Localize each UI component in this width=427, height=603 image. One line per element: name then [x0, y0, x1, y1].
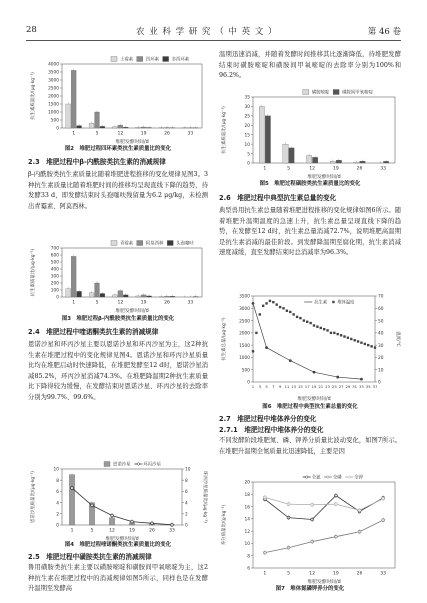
bar-青霉素 [136, 296, 141, 297]
bar-磺胺嘧啶 [306, 155, 311, 163]
legend-label: 全磷 [332, 475, 342, 481]
y-tick-label: 3500 [48, 70, 59, 76]
data-point [292, 313, 294, 315]
data-point [265, 302, 267, 304]
y2-tick-label: 30 [378, 343, 384, 349]
plot-frame [62, 64, 202, 128]
section-2-6-heading: 2.6 堆肥过程中典型抗生素总量的变化 [219, 194, 337, 202]
plot-frame [253, 97, 395, 163]
y-tick-label: 500 [50, 118, 59, 124]
y-tick-label: 25 [244, 114, 250, 120]
x-tick-label: 5 [95, 300, 99, 306]
legend-marker-swatch [306, 476, 308, 478]
data-point [279, 306, 281, 308]
x-tick-label: 7 [272, 384, 275, 389]
x-tick-label: 33 [380, 571, 387, 577]
bar-土霉素 [89, 123, 94, 128]
plot-frame [253, 296, 375, 382]
y-tick-label: 3500 [239, 294, 250, 300]
x-tick-label: 33 [187, 131, 194, 137]
y-tick-label: 100 [50, 288, 59, 294]
plot-frame [62, 248, 202, 297]
figure-2-chart [28, 52, 208, 145]
x-axis-label: 堆肥发酵时间/d [115, 309, 149, 314]
legend-swatch [163, 57, 169, 62]
y-tick-label: 15 [244, 133, 250, 139]
x-tick-label: 1 [72, 131, 76, 137]
y2-tick-label: 10 [185, 467, 191, 473]
figure-5-caption: 图5 堆肥过程磺胺类抗生素质量比的变化 [259, 181, 361, 187]
section-2-5-text: 鲁用磺胺类抗生素主要以磺胺嘧啶和磺胺间甲氧嘧啶为主，这2种抗生素在堆肥过程中的消减规律如图5所示，同样也是在发酵升温期至发酵高 [28, 564, 208, 592]
x-tick-label: 5 [90, 528, 94, 534]
data-point [276, 303, 278, 305]
legend-marker-swatch [327, 476, 329, 478]
data-point [360, 341, 362, 343]
data-point [262, 305, 264, 307]
y-tick-label: 0 [247, 380, 250, 386]
y2-tick-label: 4 [185, 501, 188, 507]
bar-土霉素 [112, 127, 117, 128]
bar-阿莫西林 [118, 291, 123, 297]
figure-3-chart [28, 236, 208, 314]
data-point [265, 346, 268, 349]
data-point [272, 301, 274, 303]
x-tick-label: 19 [140, 300, 147, 306]
plot-frame [62, 469, 182, 525]
page-number: 28 [26, 25, 37, 35]
y-tick-label: 6 [247, 566, 250, 572]
bar-多西环素 [123, 127, 128, 128]
section-2-3-text: β-内酰胺类抗生素质量比随着堆肥进程推移的变化规律见图3。3种抗生素质量比随着堆肥时间的推移均呈现直线下降的趋势，待发酵33 d，即发酵结束时头孢噻呋残留量为6.2 μg/kg，未检测出青霉素、阿莫西林。 [28, 171, 208, 210]
data-point [360, 378, 363, 381]
data-point [306, 321, 308, 323]
figure-3-caption: 图3 堆肥过程β-内酰胺类抗生素质量比的变化 [61, 316, 175, 322]
bar-磺胺间甲氧嘧啶 [383, 161, 388, 163]
data-point [323, 328, 325, 330]
y-tick-label: 6 [56, 490, 59, 496]
x-tick-label: 33 [169, 528, 175, 534]
data-point [282, 307, 284, 309]
legend-label: 全钾 [354, 475, 363, 481]
y-tick-label: 10 [244, 142, 250, 148]
series-line-环丙沙星 [72, 488, 172, 525]
y-tick-label: 10 [53, 467, 59, 473]
y2-tick-label: 2 [185, 512, 188, 518]
bar-磺胺间甲氧嘧啶 [265, 116, 270, 163]
y-tick-label: 0 [247, 161, 250, 167]
x-tick-label: 19 [332, 571, 339, 577]
legend-label: 恩诺沙星 [113, 462, 131, 468]
legend-swatch [137, 241, 143, 246]
legend-marker-swatch [332, 301, 334, 303]
y-tick-label: 2000 [48, 94, 59, 100]
data-point [370, 345, 372, 347]
y2-axis-label: 环丙沙星质量比/(μg·kg⁻¹) [202, 470, 207, 524]
x-tick-label: 1 [263, 571, 267, 577]
legend-swatch [303, 90, 309, 95]
x-tick-label: 12 [117, 300, 124, 306]
x-tick-label: 1 [72, 300, 76, 306]
x-tick-label: 12 [309, 166, 316, 172]
y-axis-label: 恩诺沙星质量比/(μg·kg⁻¹) [31, 470, 36, 524]
x-tick-label: 19 [140, 131, 147, 137]
y-tick-label: 20 [244, 480, 250, 486]
x-tick-label: 33 [380, 166, 387, 172]
y-tick-label: 300 [50, 274, 59, 280]
series-line-全磷 [265, 520, 383, 553]
y2-tick-label: 60 [378, 306, 384, 312]
legend-label: 多西环素 [171, 57, 190, 63]
bar-青霉素 [66, 289, 71, 297]
data-point [357, 340, 359, 342]
bar-四环素 [141, 127, 146, 128]
y-tick-label: 500 [241, 368, 250, 374]
x-tick-label: 33 [359, 384, 364, 389]
data-point [313, 324, 315, 326]
x-tick-label: 15 [298, 384, 303, 389]
legend-swatch [111, 241, 117, 246]
x-tick-label: 5 [265, 384, 268, 389]
legend-swatch [111, 57, 117, 62]
legend-label: 全氮 [311, 475, 321, 481]
data-point [252, 350, 254, 352]
y-tick-label: 2000 [239, 331, 250, 337]
x-tick-label: 1 [263, 166, 267, 172]
section-2-7-1-heading: 2.7.1 堆肥过程中堆体养分的变化 [219, 426, 324, 434]
bar-头孢噻呋 [123, 295, 128, 297]
bar-阿莫西林 [141, 295, 146, 297]
bar-四环素 [71, 70, 76, 128]
x-tick-label: 19 [311, 384, 317, 389]
figure-6-chart [219, 292, 401, 402]
y-tick-label: 200 [50, 281, 59, 287]
running-header [26, 25, 401, 39]
data-point [252, 302, 255, 305]
x-axis-label: 堆肥发酵时间/d [307, 580, 341, 585]
y2-axis-label: 温度/℃ [395, 331, 400, 347]
x-tick-label: 17 [304, 384, 310, 389]
y-tick-label: 2500 [48, 86, 59, 92]
legend-marker-swatch [137, 463, 139, 465]
data-point [309, 322, 311, 324]
x-tick-label: 11 [284, 384, 290, 389]
x-tick-label: 9 [278, 384, 282, 389]
x-tick-label: 3 [258, 384, 261, 389]
section-2-5-heading: 2.5 堆肥过程中磺胺类抗生素的消减规律 [28, 553, 152, 561]
y2-tick-label: 0 [378, 380, 381, 386]
legend-label: 四环素 [145, 57, 159, 63]
legend-label: 头孢噻呋 [176, 241, 194, 247]
y-tick-label: 30 [244, 105, 250, 111]
bar-头孢噻呋 [147, 296, 152, 297]
y-tick-label: 500 [50, 260, 59, 266]
x-tick-label: 37 [372, 384, 378, 389]
y-tick-label: 3000 [239, 306, 250, 312]
bar-磺胺间甲氧嘧啶 [312, 157, 317, 163]
x-tick-label: 5 [287, 571, 290, 577]
x-tick-label: 26 [164, 300, 170, 306]
section-2-7-1-text: 不同发酵阶段堆肥氮、磷、钾养分质量比波动变化，如图7所示。在堆肥升温期全氮质量比迅速降低，主要是因 [219, 437, 401, 455]
data-point [313, 371, 316, 374]
x-tick-label: 23 [325, 384, 330, 389]
y-tick-label: 3000 [48, 78, 59, 84]
bar-磺胺嘧啶 [330, 161, 335, 163]
y-tick-label: 2500 [239, 319, 250, 325]
x-tick-label: 29 [345, 384, 351, 389]
y-tick-label: 1500 [239, 343, 250, 349]
data-point [337, 333, 339, 335]
legend-label: 环丙沙星 [143, 462, 161, 468]
legend-label: 磺胺嘧啶 [311, 90, 330, 96]
bar-磺胺嘧啶 [283, 144, 288, 163]
x-tick-label: 26 [356, 166, 363, 172]
x-tick-label: 19 [332, 166, 339, 172]
x-tick-label: 12 [109, 528, 115, 534]
y2-tick-label: 70 [378, 294, 384, 300]
data-point [367, 344, 369, 346]
bar-土霉素 [66, 104, 71, 128]
figure-7-caption: 图7 堆体氮磷钾养分的变化 [275, 586, 345, 592]
y-tick-label: 4 [56, 501, 59, 507]
y-tick-label: 0 [56, 295, 59, 301]
x-axis-label: 堆肥发酵时间/d [297, 397, 331, 402]
bar-恩诺沙星 [109, 518, 114, 525]
x-axis-label: 堆肥发酵时间/d [115, 140, 149, 145]
x-tick-label: 27 [338, 384, 344, 389]
y2-tick-label: 6 [185, 490, 188, 496]
data-point [350, 338, 352, 340]
data-point [289, 311, 291, 313]
bar-四环素 [118, 125, 123, 128]
x-tick-label: 35 [365, 384, 371, 389]
bar-阿莫西林 [95, 283, 100, 297]
x-axis-label: 堆肥发酵时间/d [105, 537, 139, 542]
data-point [330, 332, 332, 334]
header-rule [26, 40, 401, 41]
bar-土霉素 [136, 127, 141, 128]
bar-头孢噻呋 [170, 296, 175, 297]
x-tick-label: 13 [291, 384, 297, 389]
data-point [333, 332, 335, 334]
y2-tick-label: 10 [378, 368, 384, 374]
x-tick-label: 12 [117, 131, 124, 137]
x-tick-label: 26 [164, 131, 170, 137]
legend-label: 土霉素 [120, 57, 134, 63]
data-point [336, 376, 339, 379]
series-line-抗生素 [253, 303, 361, 379]
y2-tick-label: 20 [378, 356, 384, 362]
data-point [289, 359, 292, 362]
x-tick-label: 1 [251, 384, 255, 389]
section-2-5-continued-text: 温期迅速消减，并随着发酵时间推移其比逐渐降低，待堆肥发酵结束时磺胺嘧啶和磺胺间甲氧嘧啶的去除率分别为100%和96.2%。 [219, 51, 401, 79]
x-tick-label: 26 [149, 528, 155, 534]
y-tick-label: 600 [50, 253, 59, 259]
y-tick-label: 8 [56, 478, 59, 484]
figure-7-chart [219, 470, 401, 585]
journal-title: 农 业 科 学 研 究 （ 中 英 文 ） [136, 27, 278, 37]
bar-磺胺间甲氧嘧啶 [289, 148, 294, 163]
y-axis-label: 养分质量比/(g·kg⁻¹) [222, 504, 227, 546]
y-tick-label: 16 [244, 505, 250, 511]
data-point [259, 313, 261, 315]
y-tick-label: 12 [244, 529, 250, 535]
bar-四环素 [95, 112, 100, 128]
bar-磺胺嘧啶 [354, 162, 359, 163]
x-tick-label: 31 [352, 384, 358, 389]
bar-恩诺沙星 [69, 475, 74, 525]
y2-tick-label: 0 [185, 523, 188, 529]
bar-磺胺嘧啶 [259, 106, 264, 163]
y-tick-label: 18 [244, 492, 250, 498]
data-point [296, 316, 298, 318]
y-tick-label: 8 [247, 554, 250, 560]
y-axis-label: 抗生素总量/(μg·kg⁻¹) [222, 317, 227, 361]
data-point [255, 332, 257, 334]
data-point [316, 326, 318, 328]
bar-多西环素 [100, 126, 105, 128]
legend-label: 阿莫西林 [145, 241, 164, 247]
data-point [299, 317, 301, 319]
y2-tick-label: 8 [185, 478, 188, 484]
bar-磺胺间甲氧嘧啶 [336, 160, 341, 163]
y-tick-label: 20 [244, 123, 250, 129]
y-tick-label: 0 [56, 126, 59, 132]
x-tick-label: 26 [356, 571, 363, 577]
figure-6-caption: 图6 堆肥过程中典型抗生素总量的变化 [262, 404, 358, 410]
x-tick-label: 12 [309, 571, 316, 577]
data-point [364, 343, 366, 345]
y-tick-label: 10 [244, 542, 250, 548]
legend-swatch [333, 90, 339, 95]
y-tick-label: 700 [50, 246, 59, 252]
data-point [326, 329, 328, 331]
x-tick-label: 5 [287, 166, 290, 172]
bar-青霉素 [89, 293, 94, 297]
section-2-7-heading: 2.7 堆肥过程中堆体养分的变化 [219, 415, 317, 423]
x-tick-label: 1 [70, 528, 74, 534]
legend-swatch [167, 241, 173, 246]
figure-5-chart [219, 85, 401, 180]
y2-tick-label: 50 [378, 319, 384, 325]
y-tick-label: 400 [50, 267, 59, 273]
section-2-6-text: 典型兽用抗生素总量随着堆肥进程推移的变化规律如图6所示。随着堆肥升温期温度的急速上升，抗生素总量呈现直线下降的趋势，在发酵至12 d时，抗生素总量消减72.7%，说明堆肥高温期是抗生素消减的最佳阶段。到发酵降温期至腐化期，抗生素消减速度减缓，直至发酵结束时总消减率为96.3%。 [219, 207, 401, 256]
y-tick-label: 0 [56, 523, 59, 529]
x-axis-label: 堆肥发酵时间/d [307, 175, 341, 180]
figure-4-caption: 图4 堆肥过程喹诺酮类抗生素质量比的变化 [64, 542, 172, 548]
figure-2-caption: 图2 堆肥过程四环素类抗生素质量比的变化 [64, 146, 172, 152]
data-point [347, 337, 349, 339]
section-2-4-heading: 2.4 堆肥过程中喹诺酮类抗生素的消减规律 [28, 328, 159, 336]
y-tick-label: 4000 [48, 62, 59, 68]
section-2-3-heading: 2.3 堆肥过程中β-内酰胺类抗生素的消减规律 [28, 158, 166, 166]
x-tick-label: 21 [318, 384, 324, 389]
y-tick-label: 1000 [48, 110, 59, 116]
y2-tick-label: 40 [378, 331, 384, 337]
bar-阿莫西林 [71, 256, 76, 297]
legend-marker-swatch [348, 476, 350, 478]
data-point [374, 346, 376, 348]
y-axis-label: 抗生素质量比/(μg·kg⁻¹) [31, 72, 36, 120]
x-tick-label: 5 [95, 131, 99, 137]
bar-青霉素 [112, 295, 117, 297]
legend-label: 堆体温度 [337, 300, 355, 306]
bar-头孢噻呋 [77, 291, 82, 297]
legend-label: 抗生素 [314, 300, 328, 306]
data-point [340, 334, 342, 336]
bar-阿莫西林 [165, 296, 170, 297]
legend-label: 青霉素 [120, 241, 134, 247]
data-point [269, 300, 271, 302]
bar-头孢噻呋 [100, 294, 105, 298]
volume-label: 第 46 卷 [367, 27, 401, 37]
data-point [303, 319, 305, 321]
y-axis-label: 抗生素质量比/(μg·kg⁻¹) [222, 106, 227, 154]
y-axis-label: 抗生素质量比/(μg·kg⁻¹) [31, 248, 36, 297]
section-2-4-text: 恩诺沙星和环丙沙星主要以恩诺沙星和环丙沙星为主，这2种抗生素在堆肥过程中的变化规律见图4。恩诺沙星和环丙沙星质量比均在堆肥启动时快速降低，在堆肥发酵至12 d时，恩诺沙星消减85.2%，环丙沙星消减74.3%。在堆肥降温期2种抗生素质量比下降得较为缓慢，在发酵结束时恩诺沙星、环丙沙星的去除率分别为99.7%、99.6%。 [28, 341, 208, 401]
figure-4-chart [28, 457, 208, 542]
data-point [286, 310, 288, 312]
data-point [353, 339, 355, 341]
y-tick-label: 5 [247, 152, 250, 158]
y-tick-label: 1500 [48, 102, 59, 108]
bar-多西环素 [77, 126, 82, 128]
bar-磺胺间甲氧嘧啶 [360, 161, 365, 163]
y-tick-label: 1000 [239, 356, 250, 362]
y-tick-label: 35 [244, 95, 250, 101]
x-tick-label: 25 [331, 384, 337, 389]
data-point [343, 335, 345, 337]
legend-swatch [137, 57, 143, 62]
y-tick-label: 14 [244, 517, 250, 523]
y-tick-label: 2 [56, 512, 59, 518]
x-tick-label: 19 [129, 528, 135, 534]
data-point [320, 327, 322, 329]
legend-label: 磺胺间甲氧嘧啶 [342, 90, 373, 96]
legend-swatch [104, 462, 110, 467]
x-tick-label: 33 [187, 300, 194, 306]
